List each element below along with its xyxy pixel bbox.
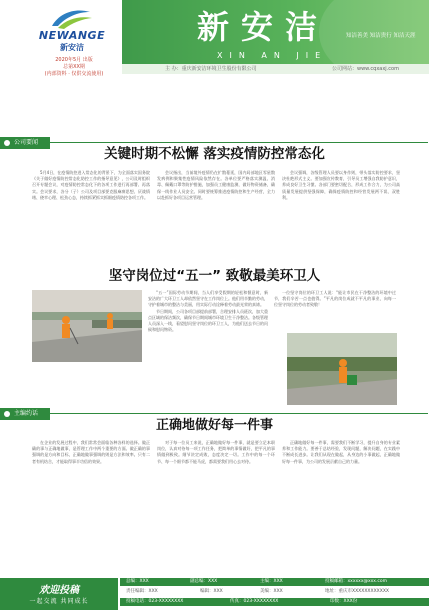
website[interactable]: 公司网站：www.cqxaxj.com: [332, 66, 399, 72]
newspaper-title: 新安洁: [197, 8, 330, 46]
editorial-row-3: [120, 598, 429, 606]
article-3-headline: 正确地做好每一件事: [155, 418, 273, 433]
logo-swoosh-icon: [48, 8, 94, 30]
logo-english-name: NEWANGE: [38, 29, 106, 42]
deputy-editor: 副总编：XXX: [190, 579, 218, 584]
issue-note: (内部资料 · 仅供交流使用): [44, 71, 104, 77]
editorial-info: [120, 578, 429, 610]
editorial-row-1: [120, 578, 429, 586]
title-banner: [122, 0, 429, 64]
welcome-subtext: 一起交流 共同成长: [29, 598, 89, 605]
article-3-column-1: 在企业的发展过程中，我们常常会面临各种各样的选择。做正确的事与正确地做事，是管理工作中两个重要的方面。做正确的事强调的是方向和目标，正确地做事强调的则是方法和效率。只有二者有机结合，才能取得事半功倍的效果。: [32, 440, 150, 464]
submission-email[interactable]: 投稿邮箱：xxxxxx@xxx.com: [325, 579, 388, 584]
article-1-headline: 关键时期不松懈 落实疫情防控常态化: [104, 146, 325, 162]
issue-total: 总第XX期: [63, 64, 85, 70]
article-2-headline: 坚守岗位过“五一” 致敬最美环卫人: [108, 268, 321, 284]
print-count: 印数：XXX份: [330, 599, 358, 604]
sponsor-bar: [122, 64, 429, 74]
title-pinyin: XIN AN JIE: [217, 51, 328, 60]
chief-editor: 总编：XXX: [126, 579, 149, 584]
logo-chinese-name: 新安洁: [60, 43, 84, 52]
article-2-column-2: 一位坚守岗位的环卫工人说：“能让市民在干净整洁的环境中过节，我们辛苦一点也值得。”平凡的岗位成就不平凡的事业，向每一位坚守岗位的劳动者致敬！: [274, 290, 396, 308]
address: 地址：重庆市XXXXXXXXXXXX: [325, 589, 389, 594]
article-2-photo-street-cleaning: [32, 290, 142, 362]
article-1-column-2: 会议指出，当前境外疫情仍在扩散蔓延，国内局部地区零星散发病例和聚集性疫情风险依然存在。各单位要严格落实测温、消毒、佩戴口罩等防护措施，加强员工健康监测，做好物资储备，确保一线作业人员安全。同时要统筹推进疫情防控和生产经营，全力以赴抓好各项目运营管理。: [157, 170, 275, 200]
welcome-text: 欢迎投稿: [39, 585, 79, 596]
article-3-column-3: 正确地做好每一件事，需要我们不断学习，提升自身的专业素养和工作能力。要善于总结经验，发现问题，解决问题，在实践中不断成长进步。让我们从现在做起，从身边的小事做起，正确地做好每一件事，为公司的发展贡献自己的力量。: [282, 440, 400, 464]
company-logo: [34, 8, 110, 50]
section-label: 公司要闻: [14, 139, 39, 146]
editor: 主编：XXX: [260, 579, 283, 584]
submission-banner: [0, 578, 118, 610]
responsible-editor: 责任编辑：XXX: [126, 589, 158, 594]
issue-date: 2020年5月 出版: [55, 57, 93, 63]
editorial-row-2: [120, 587, 429, 597]
article-2-photo-sanitation-worker: [287, 333, 397, 405]
issue-info: [36, 57, 112, 78]
article-3-column-2: 对于每一位员工来说，正确地做好每一件事，就是要立足本职岗位，认真对待每一项工作任务，把简单的事情做好，把平凡的事情做到极致。细节决定成败，态度决定一切。工作中的每一个环节、每一个细节都不能马虎，都需要我们用心去对待。: [157, 440, 275, 464]
section-label: 主编约话: [14, 410, 39, 417]
masthead: [0, 0, 429, 82]
editor-name: 编辑：XXX: [200, 589, 223, 594]
footer: [0, 576, 429, 610]
article-1-column-1: 5月4日，在疫情防控进入常态化的背景下，为全面落实国务院《关于做好疫情防控常态化防控工作的指导意见》，公司及时组织召开专题会议，对疫情防控常态化下的各项工作进行再部署、再落实。会议要求，各分（子）公司及项目部要克服麻痹思想、厌战情绪、侥幸心理、松劲心态，持续抓紧抓实抓细疫情防控各项工作。: [32, 170, 150, 200]
article-2-column-1: “五一”国际劳动节期间，当人们享受假期的轻松和惬意时，新安洁的广大环卫工人却依然坚守在工作岗位上。他们用辛勤的劳动，守护着城市的整洁与美丽，用实际行动诠释着劳动最光荣的真谛。 节日期间，公司各项目部提前部署，合理安排人员班次，加大重点区域的保洁频次，确保节日期间城市环境卫生干净整洁。各级管理人员深入一线，看望慰问坚守岗位的环卫工人，为他们送去节日的问候和慰问物资。: [148, 290, 268, 333]
article-1-column-3: 会议强调，各级管理人员要以身作则，带头落实防控要求，坚决杜绝形式主义。要加强宣传教育，引导员工增强自我防护意识，养成良好卫生习惯。各部门要密切配合，形成工作合力，为公司高质量发展提供坚强保障，确保疫情防控和经营发展两不误、双胜利。: [282, 170, 400, 200]
fax: 传真：023-XXXXXXXX: [230, 599, 279, 604]
sponsor: 主 办：重庆新安洁环境卫生股份有限公司: [165, 66, 257, 72]
submission-phone: 投稿电话：023-XXXXXXXX: [126, 599, 184, 604]
slogan: 知洁善美 知洁贵行 知洁天涯: [346, 33, 416, 39]
art-editor: 美编：XXX: [260, 589, 283, 594]
